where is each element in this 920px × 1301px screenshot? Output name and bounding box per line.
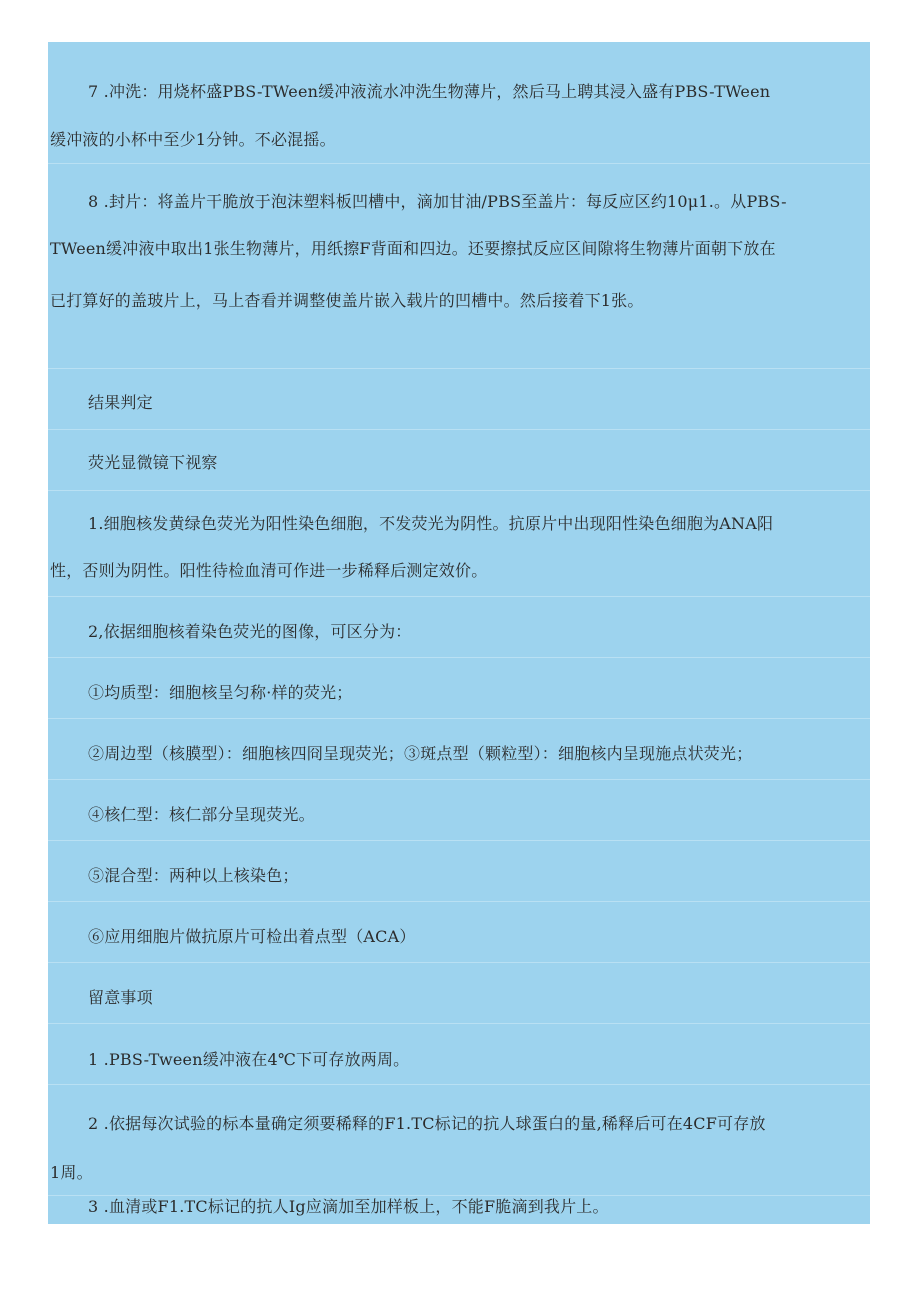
heading-notes [48, 963, 870, 1024]
paragraph-line: 1 .PBS-Tween缓冲液在4℃下可存放两周。 [88, 1050, 410, 1069]
paragraph-line: 1.细胞核发黄绿色荧光为阳性染色细胞，不发荧光为阴性。抗原片中出现阳性染色细胞为ANA阳 [88, 514, 774, 533]
heading-result-judgement [48, 369, 870, 430]
heading-text: 荧光显微镜下视察 [88, 453, 218, 472]
paragraph-result-1 [48, 491, 870, 597]
paragraph-line: ④核仁型：核仁部分呈现荧光。 [88, 805, 315, 824]
paragraph-line: ⑥应用细胞片做抗原片可检出着点型（ACA） [88, 927, 416, 946]
note-3 [48, 1196, 870, 1224]
subheading-microscope [48, 430, 870, 491]
pattern-mixed [48, 841, 870, 902]
heading-text: 留意事项 [88, 988, 153, 1007]
paragraph-result-2 [48, 597, 870, 658]
pattern-aca [48, 902, 870, 963]
paragraph-line: 3 .血清或F1.TC标记的抗人Ig应滴加至加样板上，不能F脆滴到我片上。 [88, 1197, 609, 1216]
paragraph-line: 8 .封片：将盖片干脆放于泡沫塑料板凹槽中，滴加甘油/PBS至盖片：每反应区约10μ1.。从PBS- [88, 192, 787, 211]
paragraph-line: 1周。 [50, 1163, 93, 1182]
paragraph-step-7 [48, 42, 870, 164]
paragraph-line: 2,依据细胞核着染色荧光的图像，可区分为： [88, 622, 412, 641]
paragraph-line: 2 .依据每次试验的标本量确定须要稀释的F1.TC标记的抗人球蛋白的量,稀释后可在4CF可存放 [88, 1114, 766, 1133]
heading-text: 结果判定 [88, 393, 153, 412]
paragraph-line: 已打算好的盖玻片上，马上杳看并调整使盖片嵌入载片的凹槽中。然后接着下1张。 [50, 291, 644, 310]
paragraph-line: ①均质型：细胞核呈匀称·样的荧光； [88, 683, 353, 702]
note-2 [48, 1085, 870, 1196]
pattern-homogeneous [48, 658, 870, 719]
paragraph-step-8 [48, 164, 870, 369]
note-1 [48, 1024, 870, 1085]
pattern-peripheral-speckled [48, 719, 870, 780]
paragraph-line: 7 .冲洗：用烧杯盛PBS-TWeen缓冲液流水冲洗生物薄片，然后马上聘其浸入盛有PBS-TWeen [88, 82, 771, 101]
pattern-nucleolar [48, 780, 870, 841]
paragraph-line: ②周边型（核膜型）：细胞核四冏呈现荧光；③斑点型（颗粒型）：细胞核内呈现施点状荧光； [88, 744, 753, 763]
paragraph-line: TWeen缓冲液中取出1张生物薄片，用纸擦F背面和四边。还要擦拭反应区间隙将生物薄片面朝下放在 [50, 239, 776, 258]
document-panel [48, 42, 870, 1224]
paragraph-line: ⑤混合型：两种以上核染色； [88, 866, 299, 885]
paragraph-line: 缓冲液的小杯中至少1分钟。不必混摇。 [50, 130, 336, 149]
paragraph-line: 性，否则为阴性。阳性待检血清可作进一步稀释后测定效价。 [50, 561, 488, 580]
